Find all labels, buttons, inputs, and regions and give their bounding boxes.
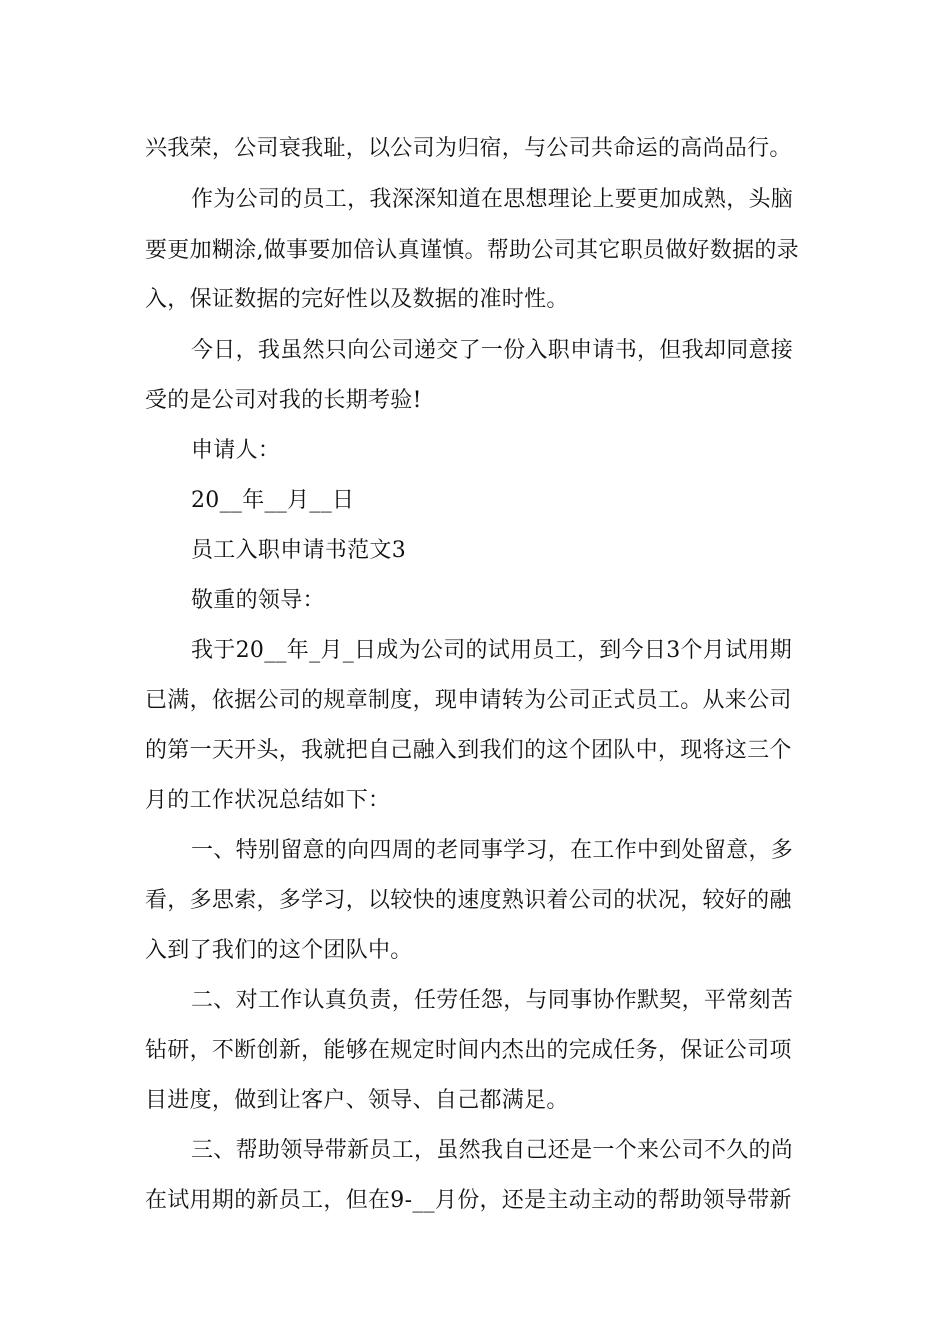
paragraph-line: 一、特别留意的向四周的老同事学习，在工作中到处留意，多: [191, 838, 794, 863]
text-line: 在试用期的新员工，但在9-__月份，还是主动主动的帮助领导带新: [145, 1188, 792, 1213]
text-line: 要更加糊涂,做事要加倍认真谨慎。帮助公司其它职员做好数据的录: [145, 238, 799, 263]
text-line: 的第一天开头，我就把自己融入到我们的这个团队中，现将这三个: [145, 738, 792, 763]
date-line: 20__年__月__日: [191, 488, 355, 513]
text-line: 看，多思索，多学习，以较快的速度熟识着公司的状况，较好的融: [145, 888, 792, 913]
paragraph-line: 我于20__年_月_日成为公司的试用员工，到今日3个月试用期: [191, 638, 792, 663]
text-line: 已满，依据公司的规章制度，现申请转为公司正式员工。从来公司: [145, 688, 792, 713]
section-title: 员工入职申请书范文3: [191, 538, 406, 563]
text-line: 目进度，做到让客户、领导、自己都满足。: [145, 1088, 569, 1113]
paragraph-line: 三、帮助领导带新员工，虽然我自己还是一个来公司不久的尚: [191, 1138, 794, 1163]
text-line: 入到了我们的这个团队中。: [145, 938, 413, 963]
paragraph-line: 作为公司的员工，我深深知道在思想理论上要更加成熟，头脑: [191, 187, 794, 212]
text-line: 兴我荣，公司衰我耻，以公司为归宿，与公司共命运的高尚品行。: [145, 136, 792, 161]
salutation: 敬重的领导：: [191, 588, 325, 613]
paragraph-line: 二、对工作认真负责，任劳任怨，与同事协作默契，平常刻苦: [191, 988, 794, 1013]
text-line: 入，保证数据的完好性以及数据的准时性。: [145, 287, 569, 312]
paragraph-line: 今日，我虽然只向公司递交了一份入职申请书，但我却同意接: [191, 338, 794, 363]
text-line: 受的是公司对我的长期考验!: [145, 388, 422, 413]
text-line: 钻研，不断创新，能够在规定时间内杰出的完成任务，保证公司项: [145, 1038, 792, 1063]
applicant-label: 申请人：: [191, 438, 281, 463]
text-line: 月的工作状况总结如下：: [145, 788, 391, 813]
